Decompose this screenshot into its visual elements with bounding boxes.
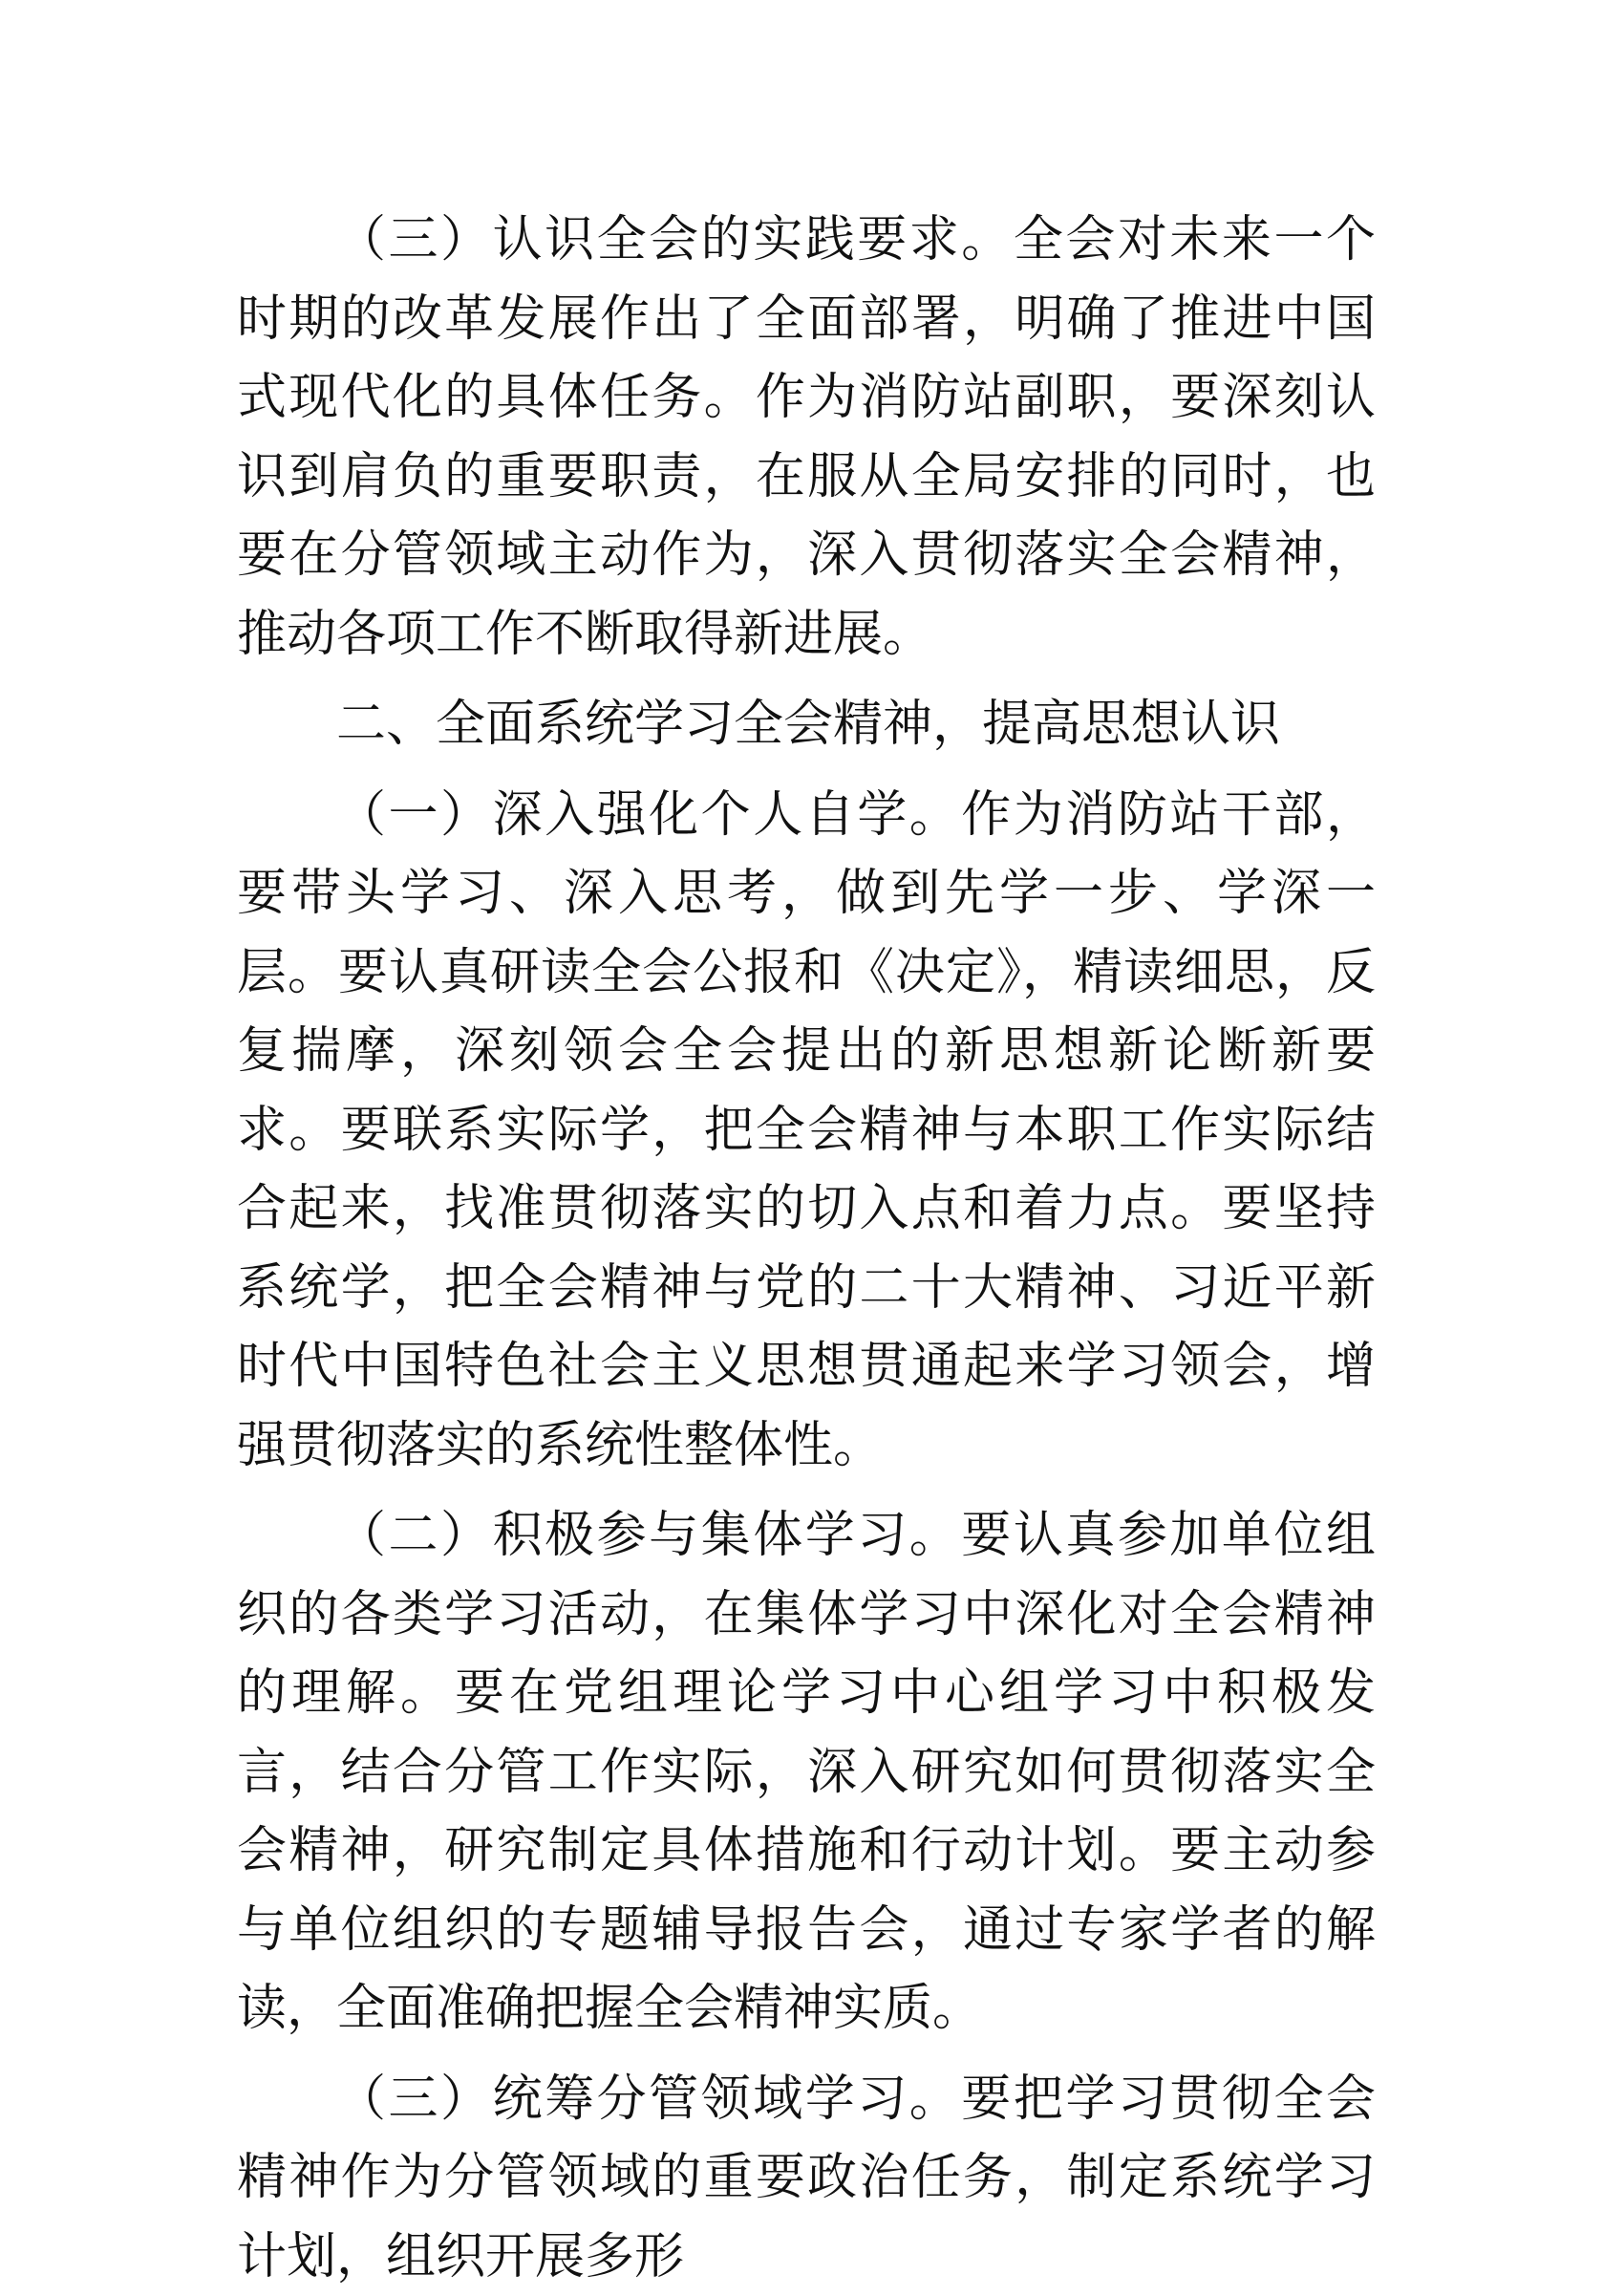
paragraph-practice-requirements: （三）认识全会的实践要求。全会对未来一个时期的改革发展作出了全面部署，明确了推进中国式现代化的具体任务。作为消防站副职，要深刻认识到肩负的重要职责，在服从全局安排的同时，也要在分管领域主动作为，深入贯彻落实全会精神，推动各项工作不断取得新进展。 (237, 201, 1376, 674)
document-body (237, 201, 1376, 2296)
paragraph-collective-study: （二）积极参与集体学习。要认真参加单位组织的各类学习活动，在集体学习中深化对全会精神的理解。要在党组理论学习中心组学习中积极发言，结合分管工作实际，深入研究如何贯彻落实全会精神，研究制定具体措施和行动计划。要主动参与单位组织的专题辅导报告会，通过专家学者的解读，全面准确把握全会精神实质。 (237, 1496, 1376, 2049)
paragraph-self-study: （一）深入强化个人自学。作为消防站干部，要带头学习、深入思考，做到先学一步、学深一层。要认真研读全会公报和《决定》，精读细思，反复揣摩，深刻领会全会提出的新思想新论断新要求。要联系实际学，把全会精神与本职工作实际结合起来，找准贯彻落实的切入点和着力点。要坚持系统学，把全会精神与党的二十大精神、习近平新时代中国特色社会主义思想贯通起来学习领会，增强贯彻落实的系统性整体性。 (237, 776, 1376, 1486)
paragraph-coordinated-study: （三）统筹分管领域学习。要把学习贯彻全会精神作为分管领域的重要政治任务，制定系统学习计划，组织开展多形 (237, 2060, 1376, 2296)
section-heading-study: 二、全面系统学习全会精神，提高思想认识 (237, 685, 1376, 764)
